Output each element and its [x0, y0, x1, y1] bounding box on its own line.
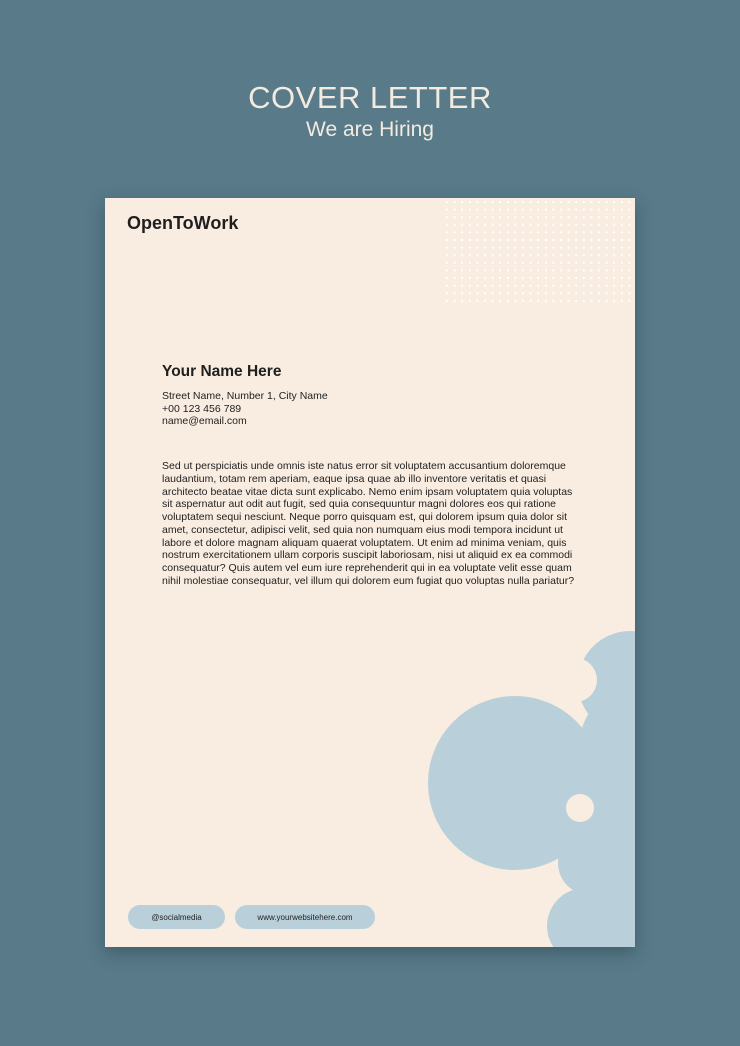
letter-body: Sed ut perspiciatis unde omnis iste natus error sit voluptatem accusantium doloremque laudantium, totam rem aperiam, eaque ipsa quae ab illo inventore veritatis et quasi architecto beatae vitae dicta sunt explicabo. Nemo enim ipsam voluptatem quia voluptas sit aspernatur aut odit aut fugit, sed quia consequuntur magni dolores eos qui ratione voluptatem sequi nesciunt. Neque porro quisquam est, qui dolorem ipsum quia dolor sit amet, consectetur, adipisci velit, sed quia non numquam eius modi tempora incidunt ut labore et dolore magnam aliquam quaerat voluptatem. Ut enim ad minima veniam, quis nostrum exercitationem ullam corporis suscipit laboriosam, nisi ut aliquid ex ea commodi consequatur? Quis autem vel eum iure reprehenderit qui in ea voluptate velit esse quam nihil molestiae consequatur, vel illum qui dolorem eum fugiat quo voluptas nulla pariatur? [162, 460, 575, 587]
phone-line: +00 123 456 789 [162, 402, 242, 415]
website-label: www.yourwebsitehere.com [257, 912, 353, 922]
social-media-badge [128, 905, 225, 929]
social-media-label: @socialmedia [151, 912, 202, 922]
contact-block [162, 390, 328, 428]
email-line: name@email.com [162, 415, 247, 427]
address-line: Street Name, Number 1, City Name [162, 390, 328, 402]
letter-sheet [105, 198, 635, 947]
applicant-name: Your Name Here [162, 363, 282, 380]
poster-title: COVER LETTER [248, 80, 492, 115]
poster-subtitle: We are Hiring [306, 118, 434, 141]
brand-logo-text: OpenToWork [127, 213, 239, 233]
website-badge [235, 905, 375, 929]
